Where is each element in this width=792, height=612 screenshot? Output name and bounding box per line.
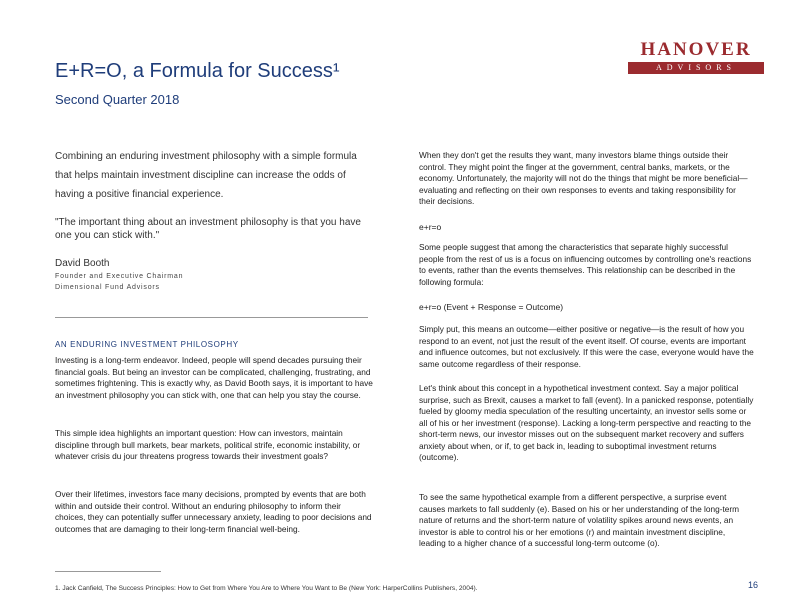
- body-paragraph: When they don't get the results they want, many investors blame things outside their control. They might point the finger at the government, central banks, markets, or the economy. Unfortunately, the majority will not do the things that might be more beneficial—evaluating and reflecting on their own responses to events and taking responsibility for their decisions.: [419, 150, 748, 206]
- body-paragraph: To see the same hypothetical example from a different perspective, a surprise event causes markets to fall suddenly (e). Based on his or her understanding of the long-term nature of returns and the short-term nature of volatility spikes around news events, an investor is able to control his or her emotions (r) and maintain investment discipline, leading to a higher chance of a successful long-term outcome (o).: [419, 492, 740, 548]
- footnote: 1. Jack Canfield, The Success Principles: How to Get from Where You Are to Where You Want to Be (New York: HarperCollins Publishers, 2004).: [55, 585, 478, 592]
- company-logo: [628, 40, 764, 74]
- quote-author-org: Dimensional Fund Advisors: [55, 284, 160, 291]
- quote-author-title: Founder and Executive Chairman: [55, 273, 184, 280]
- pull-quote: "The important thing about an investment philosophy is that you have one you can stick with.": [55, 217, 361, 241]
- formula-text: e+r=o: [419, 222, 442, 232]
- section-heading: AN ENDURING INVESTMENT PHILOSOPHY: [55, 340, 239, 349]
- footnote-divider: [55, 571, 161, 572]
- body-paragraph: Some people suggest that among the characteristics that separate highly successful people from the rest of us is a focus on influencing outcomes by controlling one's reactions to events, rather than the events themselves. This relationship can be described in the following formula:: [419, 242, 752, 287]
- body-paragraph: Investing is a long-term endeavor. Indeed, people will spend decades pursuing their financial goals. But being an investor can be complicated, challenging, frustrating, and sometimes frightening. This is exactly why, as David Booth says, it is important to have an investment philosophy you can stick with, one that can help you stay the course.: [55, 355, 373, 400]
- logo-subword: ADVISORS: [628, 62, 764, 74]
- logo-wordmark: HANOVER: [640, 39, 752, 60]
- body-paragraph: Over their lifetimes, investors face many decisions, prompted by events that are both within and outside their control. Without an enduring philosophy to inform their choices, they can potentially suffer unnecessary anxiety, leading to poor decisions and outcomes that are damaging to their long-term financial well-being.: [55, 489, 372, 534]
- page-title: E+R=O, a Formula for Success¹: [55, 60, 340, 82]
- page-number: 16: [748, 580, 759, 590]
- quote-author-name: David Booth: [55, 258, 110, 269]
- body-paragraph: This simple idea highlights an important question: How can investors, maintain discipline through bull markets, bear markets, political strife, economic instability, or whatever crisis du jour threatens progress towards their investment goals?: [55, 428, 361, 461]
- body-paragraph: Let's think about this concept in a hypothetical investment context. Say a major political surprise, such as Brexit, causes a market to fall (event). In a panicked response, potentially fueled by gloomy media speculation of the resulting uncertainty, an investor sells some or all of his or her investment (response). Lacking a long-term perspective and reacting to the short-term news, our investor misses out on the subsequent market recovery and suffers anxiety about when, or if, to get back in, leading to suboptimal investment returns (outcome).: [419, 383, 754, 462]
- section-divider: [55, 317, 368, 318]
- intro-text: Combining an enduring investment philosophy with a simple formula that helps maintain investment discipline can increase the odds of having a positive financial experience.: [55, 151, 357, 200]
- body-paragraph: Simply put, this means an outcome—either positive or negative—is the result of how you respond to an event, not just the result of the event itself. Of course, events are important and influence outcomes, but not exclusively. If this were the case, everyone would have the same outcome regardless of their response.: [419, 324, 754, 369]
- formula-text: e+r=o (Event + Response = Outcome): [419, 302, 564, 312]
- page-subtitle: Second Quarter 2018: [55, 92, 180, 107]
